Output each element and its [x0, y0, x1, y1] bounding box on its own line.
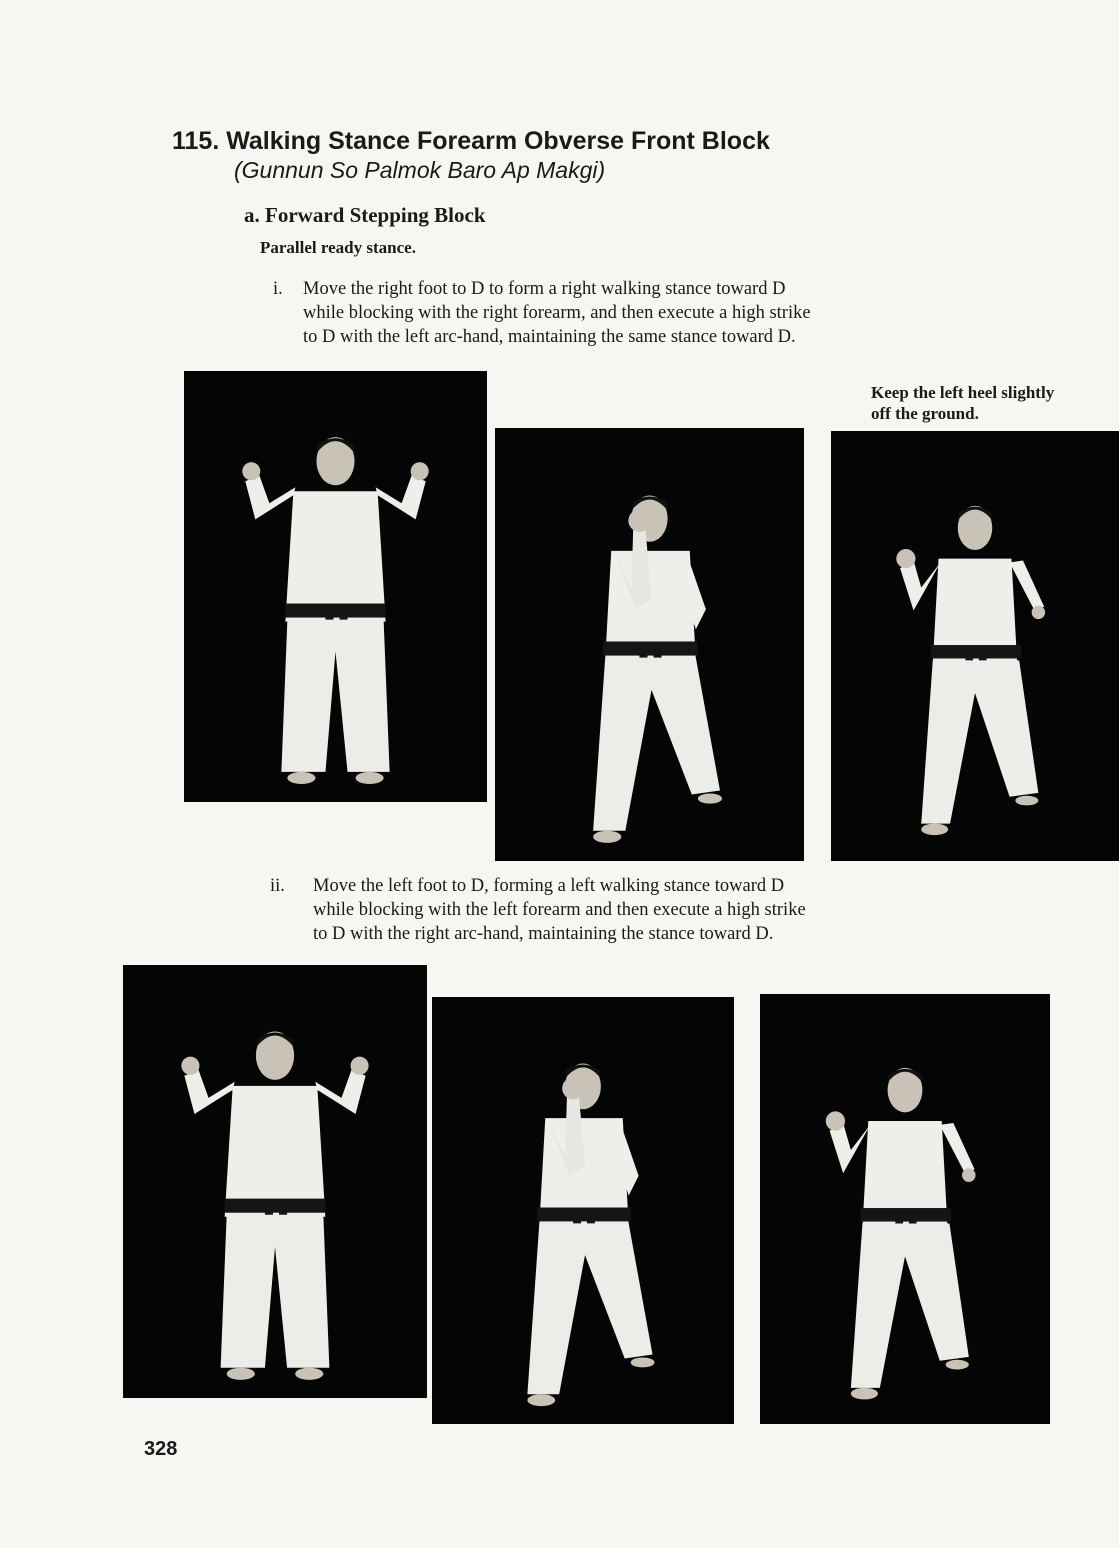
page-number: 328 — [144, 1438, 178, 1460]
step-number: i. — [273, 279, 283, 299]
step-text-line: Move the right foot to D to form a right walking stance toward D — [303, 279, 786, 299]
step-number: ii. — [270, 876, 285, 896]
korean-term: (Gunnun So Palmok Baro Ap Makgi) — [234, 157, 606, 183]
photo-ready-stance-arms-raised — [184, 371, 487, 802]
photo-ready-stance-arms-raised — [123, 965, 427, 1398]
section-heading: 115. Walking Stance Forearm Obverse Front Block — [172, 127, 770, 155]
photo-right-arc-hand-strike — [760, 994, 1050, 1424]
step-text-line: while blocking with the right forearm, and then execute a high strike — [303, 303, 811, 323]
caption-line: Keep the left heel slightly — [871, 383, 1055, 402]
photo-right-forearm-block — [495, 428, 804, 861]
step-text-line: to D with the left arc-hand, maintaining the same stance toward D. — [303, 327, 796, 347]
step-ii — [270, 874, 806, 946]
step-text-line: while blocking with the left forearm and then execute a high strike — [313, 900, 806, 920]
subsection-title: a. Forward Stepping Block — [244, 203, 486, 227]
photo-left-forearm-block — [432, 997, 734, 1424]
step-i — [273, 277, 811, 349]
step-text-line: to D with the right arc-hand, maintaining the stance toward D. — [313, 924, 774, 944]
photo-left-arc-hand-strike — [831, 431, 1119, 861]
step-text-line: Move the left foot to D, forming a left walking stance toward D — [313, 876, 785, 896]
caption-line: off the ground. — [871, 404, 979, 423]
photo-caption — [871, 382, 1054, 424]
ready-stance-label: Parallel ready stance. — [260, 238, 416, 257]
